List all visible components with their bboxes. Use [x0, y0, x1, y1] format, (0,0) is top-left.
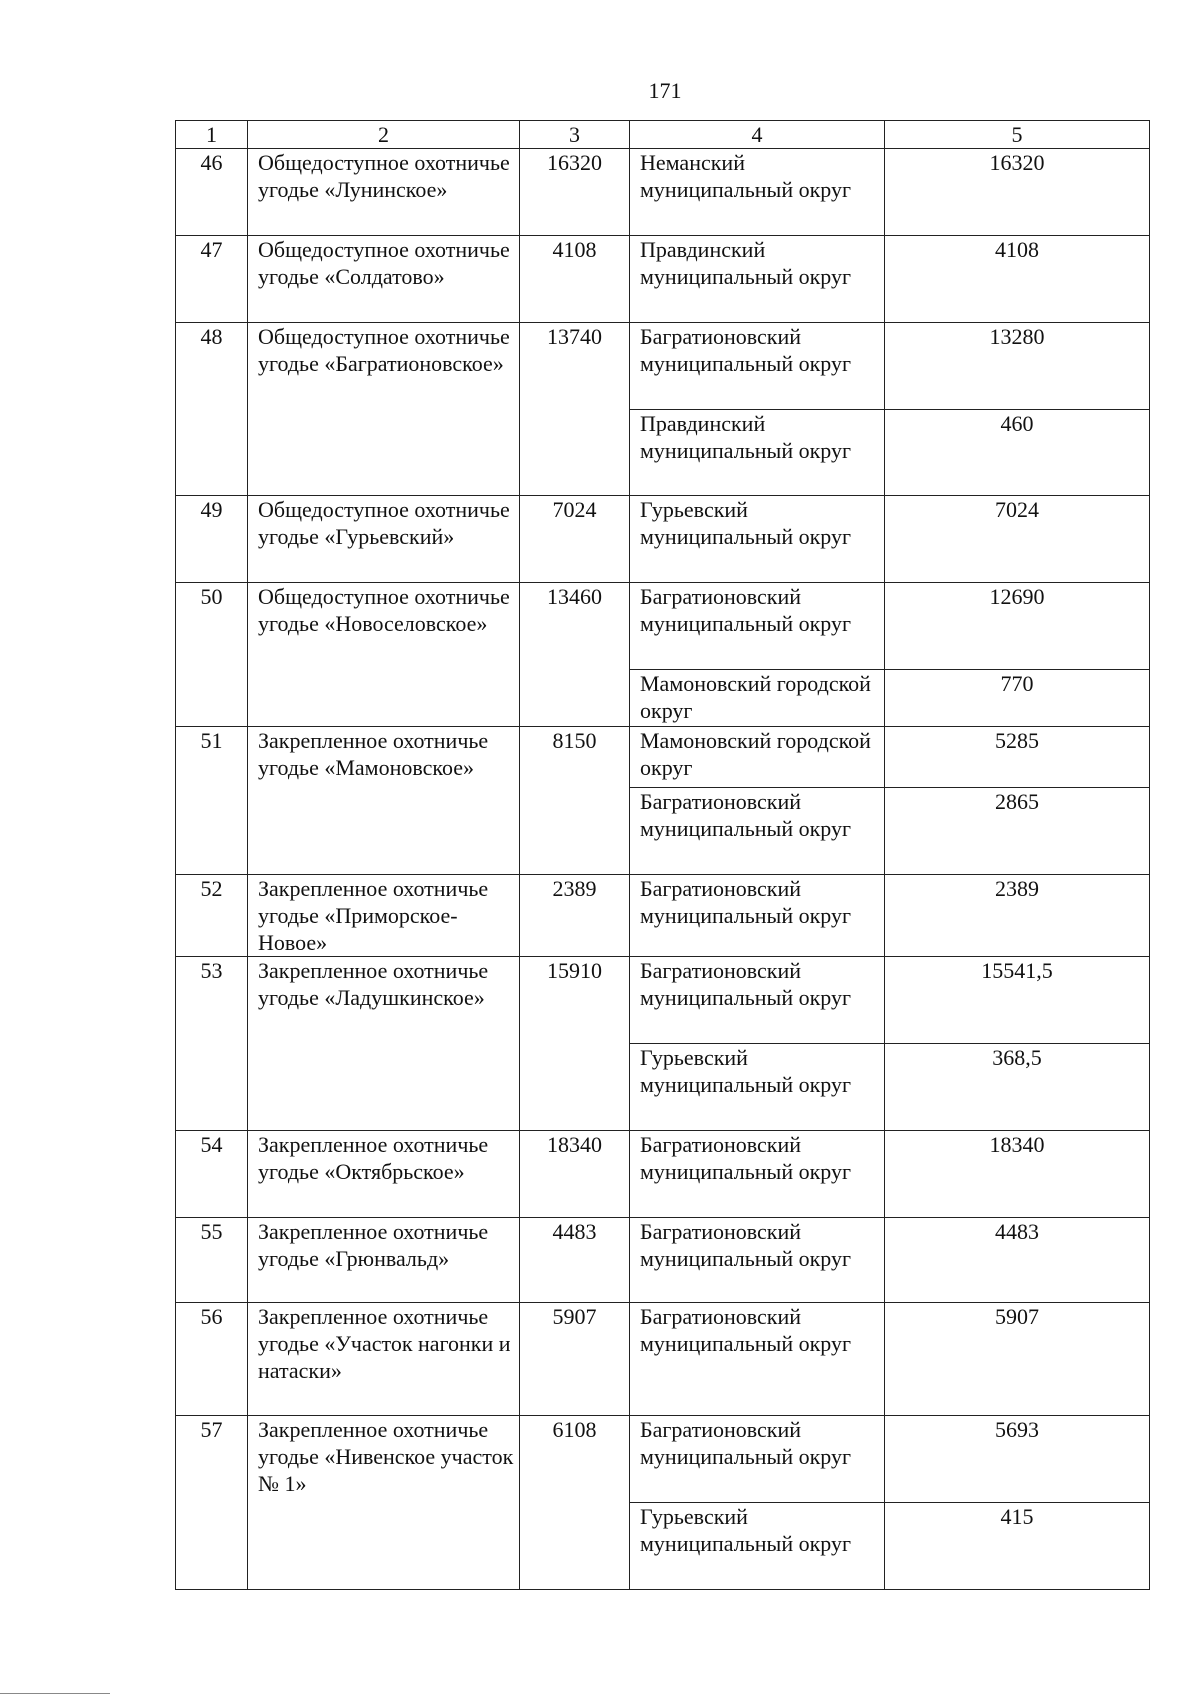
- total-area-cell: 8150: [520, 727, 630, 875]
- total-area-cell: 18340: [520, 1131, 630, 1218]
- district-area-cell: 5693: [885, 1416, 1150, 1503]
- district-name-cell: Багратионовский муниципальный округ: [630, 1131, 885, 1218]
- total-area-cell: 16320: [520, 149, 630, 236]
- district-name-cell: Багратионовский муниципальный округ: [630, 957, 885, 1044]
- table-row: [176, 323, 1150, 410]
- total-area-cell: 13460: [520, 583, 630, 727]
- row-number-cell: 51: [176, 727, 248, 875]
- hunting-ground-name-cell: Закрепленное охотничье угодье «Грюнвальд»: [248, 1218, 520, 1303]
- row-number-cell: 56: [176, 1303, 248, 1416]
- hunting-ground-name-cell: Закрепленное охотничье угодье «Приморское-Новое»: [248, 875, 520, 957]
- district-area-cell: 5285: [885, 727, 1150, 788]
- district-name-cell: Багратионовский муниципальный округ: [630, 1218, 885, 1303]
- district-name-cell: Багратионовский муниципальный округ: [630, 875, 885, 957]
- row-number-cell: 53: [176, 957, 248, 1131]
- hunting-ground-name-cell: Общедоступное охотничье угодье «Лунинское»: [248, 149, 520, 236]
- total-area-cell: 6108: [520, 1416, 630, 1590]
- table-row: [176, 1416, 1150, 1503]
- hunting-ground-name-cell: Закрепленное охотничье угодье «Ладушкинское»: [248, 957, 520, 1131]
- hunting-ground-name-cell: Закрепленное охотничье угодье «Мамоновское»: [248, 727, 520, 875]
- district-name-cell: Правдинский муниципальный округ: [630, 410, 885, 496]
- district-area-cell: 2389: [885, 875, 1150, 957]
- district-area-cell: 4108: [885, 236, 1150, 323]
- district-area-cell: 2865: [885, 788, 1150, 875]
- hunting-grounds-table: [175, 120, 1150, 1590]
- row-number-cell: 57: [176, 1416, 248, 1590]
- divider: [0, 1693, 110, 1694]
- column-header: 1: [176, 121, 248, 149]
- total-area-cell: 7024: [520, 496, 630, 583]
- district-name-cell: Гурьевский муниципальный округ: [630, 1503, 885, 1590]
- district-area-cell: 13280: [885, 323, 1150, 410]
- column-header: 3: [520, 121, 630, 149]
- row-number-cell: 52: [176, 875, 248, 957]
- district-area-cell: 12690: [885, 583, 1150, 670]
- column-header: 2: [248, 121, 520, 149]
- page-number: 171: [648, 78, 682, 103]
- row-number-cell: 54: [176, 1131, 248, 1218]
- column-header: 5: [885, 121, 1150, 149]
- row-number-cell: 47: [176, 236, 248, 323]
- hunting-ground-name-cell: Общедоступное охотничье угодье «Багратионовское»: [248, 323, 520, 496]
- district-name-cell: Багратионовский муниципальный округ: [630, 1303, 885, 1416]
- column-header: 4: [630, 121, 885, 149]
- table-row: [176, 149, 1150, 236]
- total-area-cell: 5907: [520, 1303, 630, 1416]
- district-name-cell: Багратионовский муниципальный округ: [630, 788, 885, 875]
- district-area-cell: 15541,5: [885, 957, 1150, 1044]
- district-area-cell: 7024: [885, 496, 1150, 583]
- row-number-cell: 46: [176, 149, 248, 236]
- district-name-cell: Мамоновский городской округ: [630, 670, 885, 727]
- table-row: [176, 496, 1150, 583]
- district-name-cell: Гурьевский муниципальный округ: [630, 1044, 885, 1131]
- hunting-ground-name-cell: Закрепленное охотничье угодье «Октябрьское»: [248, 1131, 520, 1218]
- table-row: [176, 1218, 1150, 1303]
- total-area-cell: 4483: [520, 1218, 630, 1303]
- district-name-cell: Неманский муниципальный округ: [630, 149, 885, 236]
- row-number-cell: 49: [176, 496, 248, 583]
- district-name-cell: Багратионовский муниципальный округ: [630, 583, 885, 670]
- table-header-row: [176, 121, 1150, 149]
- hunting-ground-name-cell: Общедоступное охотничье угодье «Солдатово»: [248, 236, 520, 323]
- table-row: [176, 875, 1150, 957]
- table-row: [176, 1303, 1150, 1416]
- hunting-ground-name-cell: Общедоступное охотничье угодье «Гурьевский»: [248, 496, 520, 583]
- table-row: [176, 957, 1150, 1044]
- row-number-cell: 48: [176, 323, 248, 496]
- district-name-cell: Мамоновский городской округ: [630, 727, 885, 788]
- table-row: [176, 727, 1150, 788]
- table-row: [176, 1131, 1150, 1218]
- district-area-cell: 460: [885, 410, 1150, 496]
- district-name-cell: Багратионовский муниципальный округ: [630, 323, 885, 410]
- district-area-cell: 415: [885, 1503, 1150, 1590]
- total-area-cell: 4108: [520, 236, 630, 323]
- district-area-cell: 18340: [885, 1131, 1150, 1218]
- hunting-ground-name-cell: Общедоступное охотничье угодье «Новоселовское»: [248, 583, 520, 727]
- district-area-cell: 368,5: [885, 1044, 1150, 1131]
- district-area-cell: 770: [885, 670, 1150, 727]
- district-name-cell: Гурьевский муниципальный округ: [630, 496, 885, 583]
- district-name-cell: Багратионовский муниципальный округ: [630, 1416, 885, 1503]
- total-area-cell: 15910: [520, 957, 630, 1131]
- district-area-cell: 4483: [885, 1218, 1150, 1303]
- hunting-ground-name-cell: Закрепленное охотничье угодье «Участок нагонки и натаски»: [248, 1303, 520, 1416]
- district-area-cell: 5907: [885, 1303, 1150, 1416]
- hunting-ground-name-cell: Закрепленное охотничье угодье «Нивенское участок № 1»: [248, 1416, 520, 1590]
- table-row: [176, 583, 1150, 670]
- row-number-cell: 55: [176, 1218, 248, 1303]
- total-area-cell: 2389: [520, 875, 630, 957]
- district-area-cell: 16320: [885, 149, 1150, 236]
- total-area-cell: 13740: [520, 323, 630, 496]
- table-row: [176, 236, 1150, 323]
- row-number-cell: 50: [176, 583, 248, 727]
- district-name-cell: Правдинский муниципальный округ: [630, 236, 885, 323]
